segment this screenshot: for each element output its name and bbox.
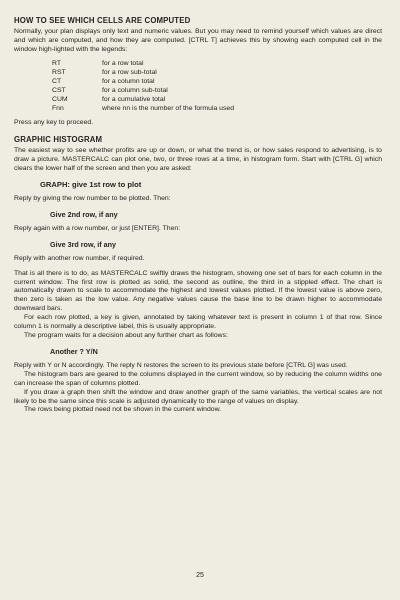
- legend-code: RST: [52, 68, 66, 76]
- paragraph-shift-window: If you draw a graph then shift the window and draw another graph of the same variables, the vertical scales are not likely to be the same since this scale is adjusted dynamically to the range of values on display.: [14, 388, 382, 405]
- paragraph-rows-plotted: The rows being plotted need not be shown in the current window.: [24, 406, 222, 414]
- paragraph-histogram-bars: The histogram bars are geared to the columns displayed in the current window, so by reducing the column widths one can increase the span of columns plotted.: [14, 370, 382, 387]
- legend-code: RT: [52, 59, 61, 67]
- legend-table: [52, 59, 382, 114]
- prompt-third-row: Give 3rd row, if any: [50, 239, 117, 249]
- prompt-second-row: Give 2nd row, if any: [50, 209, 118, 219]
- legend-row: [52, 68, 382, 77]
- paragraph-program-waits: The program waits for a decision about any further chart as follows:: [24, 331, 228, 339]
- paragraph-reply-yes-no: Reply with Y or N accordingly. The reply N restores the screen to its previous state before [CTRL G] was used.: [14, 361, 348, 369]
- page-number: 25: [196, 572, 204, 579]
- prompt-another-chart: Another ? Y/N: [50, 346, 98, 356]
- legend-code: CST: [52, 87, 66, 94]
- legend-code: CUM: [52, 96, 68, 104]
- legend-description: for a row sub-total: [102, 68, 157, 76]
- heading-computed-cells: HOW TO SEE WHICH CELLS ARE COMPUTED: [14, 16, 191, 25]
- legend-description: for a column total: [102, 77, 155, 85]
- paragraph-reply-second-row: Reply again with a row number, or just [ENTER]. Then:: [14, 224, 181, 232]
- legend-description: where nn is the number of the formula used: [102, 105, 235, 113]
- paragraph-histogram-intro: The easiest way to see whether profits are up or down, or what the trend is, or how sales respond to advertising, is to draw a picture. MASTERCALC can plot one, two, or three rows at a time, in histogram form. Start with [CTRL G] which clears the lower half of the screen and then you are asked:: [14, 147, 382, 172]
- paragraph-reply-first-row: Reply by giving the row number to be plotted. Then:: [14, 194, 171, 202]
- paragraph-row-key: For each row plotted, a key is given, annotated by taking whatever text is present in column 1 of that row. Since column 1 is normally a descriptive label, this is usually appropriate.: [14, 314, 382, 331]
- paragraph-histogram-drawing: That is all there is to do, as MASTERCALC swiftly draws the histogram, showing one set of bars for each column in the current window. The first row is plotted as solid, the second as outline, the third in a stippled effect. The chart is automatically drawn to scale to accommodate the highest and lowest values plotted. If the lowest value is above zero, then zero is taken as the low value. Any negative values cause the base line to be drawn higher to accommodate downward bars.: [14, 269, 382, 313]
- legend-row: [52, 77, 382, 86]
- legend-row: [52, 104, 382, 113]
- heading-graphic-histogram: GRAPHIC HISTOGRAM: [14, 135, 103, 145]
- legend-description: for a cumulative total: [102, 96, 166, 104]
- legend-code: CT: [52, 77, 62, 85]
- prompt-first-row: GRAPH: give 1st row to plot: [40, 179, 142, 189]
- legend-row: [52, 95, 382, 104]
- legend-code: Fnn: [52, 105, 64, 113]
- legend-description: for a row total: [102, 59, 144, 67]
- legend-row: [52, 86, 382, 95]
- legend-row: [52, 59, 382, 68]
- press-key-instruction: Press any key to proceed.: [14, 119, 94, 127]
- paragraph-computed-cells: Normally, your plan displays only text and numeric values. But you may need to remind yourself which values are direct and which are computed, and how they are computed. [CTRL T] achieves this by showing each computed cell in the window high-lighted with the legends:: [14, 28, 382, 53]
- paragraph-reply-third-row: Reply with another row number, if required.: [14, 254, 145, 262]
- legend-description: for a column sub-total: [102, 87, 168, 94]
